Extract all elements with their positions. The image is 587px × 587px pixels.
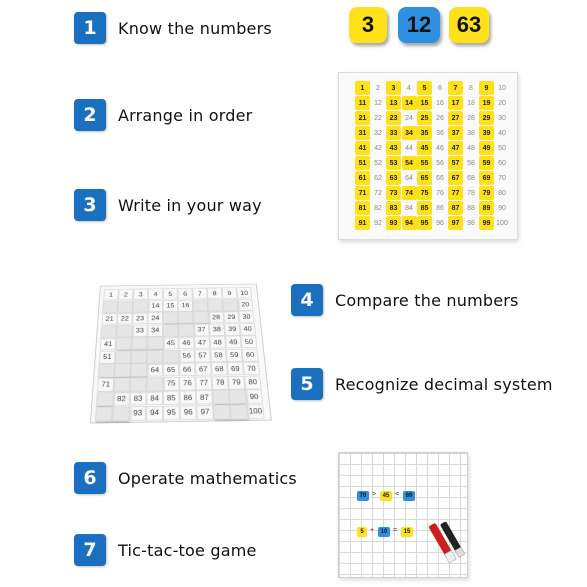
chart-cell: 9 xyxy=(479,81,494,95)
chart-cell: 87 xyxy=(448,201,463,215)
hundred-chart-board-icon xyxy=(338,72,518,240)
board-cell: 85 xyxy=(163,391,180,405)
board-cell: 51 xyxy=(99,350,116,363)
board-cell: 69 xyxy=(227,362,244,376)
board-cell: 78 xyxy=(212,376,229,390)
chart-cell: 95 xyxy=(417,216,432,230)
chart-cell: 22 xyxy=(374,114,382,122)
chart-cell: 15 xyxy=(417,96,432,110)
chart-cell: 35 xyxy=(417,126,432,140)
chart-cell: 49 xyxy=(479,141,494,155)
board-cell: 60 xyxy=(242,348,259,361)
chart-cell: 23 xyxy=(386,111,401,125)
chart-cell: 40 xyxy=(498,129,506,137)
chart-cell: 11 xyxy=(355,96,370,110)
chart-cell: 54 xyxy=(402,156,417,170)
board-cell: 70 xyxy=(243,362,260,376)
chart-cell: 99 xyxy=(479,216,494,230)
chart-cell: 42 xyxy=(374,144,382,152)
step-4 xyxy=(291,284,519,316)
board-cell: 2 xyxy=(118,289,133,300)
board-cell xyxy=(112,406,129,421)
board-cell: 21 xyxy=(102,313,118,325)
board-cell xyxy=(163,324,179,336)
chart-cell: 10 xyxy=(498,84,506,92)
step-label: Operate mathematics xyxy=(118,468,297,488)
chart-cell: 97 xyxy=(448,216,463,230)
chart-cell: 8 xyxy=(469,84,473,92)
board-cell: 20 xyxy=(237,299,253,311)
chart-cell: 7 xyxy=(448,81,463,95)
board-cell xyxy=(116,325,132,337)
chart-cell: 6 xyxy=(438,84,442,92)
chart-cell: 37 xyxy=(448,126,463,140)
board-cell xyxy=(147,337,163,350)
wb-tile: 89 xyxy=(403,491,415,501)
board-cell: 83 xyxy=(130,391,147,405)
board-cell: 29 xyxy=(223,311,239,323)
chart-cell: 75 xyxy=(417,186,432,200)
chart-cell: 81 xyxy=(355,201,370,215)
chart-cell: 65 xyxy=(417,171,432,185)
chart-cell: 14 xyxy=(402,96,417,110)
chart-cell: 2 xyxy=(376,84,380,92)
wb-tile: 5 xyxy=(357,527,367,537)
board-cell: 86 xyxy=(179,390,196,404)
number-tile: 3 xyxy=(349,7,387,43)
board-cell: 9 xyxy=(222,287,238,298)
step-3 xyxy=(74,189,262,221)
board-cell xyxy=(131,350,147,363)
chart-cell: 51 xyxy=(355,156,370,170)
board-cell: 48 xyxy=(210,336,226,349)
board-cell: 67 xyxy=(195,362,212,376)
chart-cell: 13 xyxy=(386,96,401,110)
board-cell: 56 xyxy=(179,349,195,362)
board-cell: 71 xyxy=(97,377,114,391)
board-cell xyxy=(163,312,178,324)
chart-cell: 85 xyxy=(417,201,432,215)
wb-operator: + xyxy=(370,527,375,534)
board-cell xyxy=(229,390,247,404)
step-number-badge: 5 xyxy=(291,368,323,400)
board-cell: 4 xyxy=(148,288,163,299)
board-cell: 84 xyxy=(146,391,163,405)
chart-cell: 83 xyxy=(386,201,401,215)
step-number-badge: 6 xyxy=(74,462,106,494)
chart-cell: 76 xyxy=(436,189,444,197)
step-label: Tic-tac-toe game xyxy=(118,540,257,560)
board-cell xyxy=(131,363,147,377)
board-cell: 23 xyxy=(132,312,148,324)
chart-cell: 12 xyxy=(374,99,382,107)
board-cell: 68 xyxy=(211,362,228,376)
wb-tile: 45 xyxy=(380,491,392,501)
wb-tile: 70 xyxy=(357,491,369,501)
chart-cell: 73 xyxy=(386,186,401,200)
chart-cell: 33 xyxy=(386,126,401,140)
chart-cell: 62 xyxy=(374,174,382,182)
board-cell: 5 xyxy=(163,288,178,299)
chart-cell: 91 xyxy=(355,216,370,230)
board-cell xyxy=(115,350,131,363)
board-cell xyxy=(178,311,194,323)
chart-cell: 100 xyxy=(496,219,508,227)
board-cell: 94 xyxy=(146,405,163,420)
chart-cell: 86 xyxy=(436,204,444,212)
chart-cell: 47 xyxy=(448,141,463,155)
board-cell: 6 xyxy=(178,288,193,299)
board-cell xyxy=(101,325,117,337)
chart-cell: 96 xyxy=(436,219,444,227)
board-cell: 39 xyxy=(224,323,240,335)
chart-cell: 31 xyxy=(355,126,370,140)
board-cell xyxy=(130,377,147,391)
chart-cell: 38 xyxy=(467,129,475,137)
board-cell: 41 xyxy=(100,337,116,350)
chart-cell: 67 xyxy=(448,171,463,185)
chart-cell: 25 xyxy=(417,111,432,125)
chart-cell: 48 xyxy=(467,144,475,152)
tilted-hundred-board-icon xyxy=(60,250,275,430)
step-1 xyxy=(74,12,272,44)
step-label: Compare the numbers xyxy=(335,290,519,310)
board-cell xyxy=(212,390,229,404)
chart-cell: 70 xyxy=(498,174,506,182)
chart-cell: 57 xyxy=(448,156,463,170)
chart-cell: 19 xyxy=(479,96,494,110)
hundred-board-surface xyxy=(90,284,272,424)
chart-cell: 77 xyxy=(448,186,463,200)
board-cell: 16 xyxy=(178,300,193,312)
board-cell xyxy=(116,337,132,350)
step-6 xyxy=(74,462,297,494)
chart-cell: 36 xyxy=(436,129,444,137)
board-cell xyxy=(193,299,208,311)
chart-cell: 88 xyxy=(467,204,475,212)
wb-operator: = xyxy=(393,527,398,534)
board-cell: 37 xyxy=(194,323,210,335)
board-cell: 34 xyxy=(147,324,163,336)
board-cell: 3 xyxy=(133,289,148,300)
chart-cell: 69 xyxy=(479,171,494,185)
board-cell: 87 xyxy=(196,390,213,404)
chart-cell: 39 xyxy=(479,126,494,140)
chart-cell: 52 xyxy=(374,159,382,167)
chart-cell: 94 xyxy=(402,216,417,230)
chart-cell: 32 xyxy=(374,129,382,137)
chart-cell: 1 xyxy=(355,81,370,95)
chart-cell: 55 xyxy=(417,156,432,170)
board-cell: 15 xyxy=(163,300,178,312)
board-cell: 65 xyxy=(163,363,179,377)
board-cell: 75 xyxy=(163,376,179,390)
chart-cell: 63 xyxy=(386,171,401,185)
chart-cell: 93 xyxy=(386,216,401,230)
board-cell: 100 xyxy=(246,404,264,419)
chart-cell: 20 xyxy=(498,99,506,107)
chart-cell: 50 xyxy=(498,144,506,152)
chart-cell: 71 xyxy=(355,186,370,200)
board-cell: 28 xyxy=(208,311,224,323)
chart-cell: 89 xyxy=(479,201,494,215)
chart-cell: 98 xyxy=(467,219,475,227)
board-cell xyxy=(95,406,113,421)
chart-cell: 80 xyxy=(498,189,506,197)
board-cell: 80 xyxy=(244,375,262,389)
step-2 xyxy=(74,99,252,131)
chart-cell: 3 xyxy=(386,81,401,95)
chart-cell: 21 xyxy=(355,111,370,125)
chart-cell: 61 xyxy=(355,171,370,185)
board-cell: 93 xyxy=(129,406,146,421)
wb-operator: < xyxy=(395,491,400,498)
chart-cell: 44 xyxy=(405,144,413,152)
chart-cell: 43 xyxy=(386,141,401,155)
chart-cell: 28 xyxy=(467,114,475,122)
board-cell xyxy=(208,299,224,311)
step-label: Arrange in order xyxy=(118,105,253,125)
board-cell: 22 xyxy=(117,312,133,324)
board-cell: 46 xyxy=(178,336,194,349)
board-cell xyxy=(222,299,238,311)
board-cell: 82 xyxy=(113,391,130,405)
board-cell xyxy=(133,300,148,312)
chart-cell: 74 xyxy=(402,186,417,200)
step-label: Write in your way xyxy=(118,195,262,215)
chart-cell: 30 xyxy=(498,114,506,122)
board-cell: 79 xyxy=(228,375,245,389)
chart-cell: 27 xyxy=(448,111,463,125)
board-cell: 33 xyxy=(132,324,148,336)
chart-cell: 16 xyxy=(436,99,444,107)
board-cell xyxy=(230,404,248,419)
chart-cell: 24 xyxy=(405,114,413,122)
board-cell: 57 xyxy=(194,349,210,362)
board-cell: 14 xyxy=(148,300,163,312)
chart-cell: 29 xyxy=(479,111,494,125)
board-cell: 49 xyxy=(225,336,242,349)
step-number-badge: 2 xyxy=(74,99,106,131)
board-cell: 64 xyxy=(147,363,163,377)
board-cell: 38 xyxy=(209,323,225,335)
board-cell xyxy=(147,350,163,363)
dry-erase-whiteboard-icon xyxy=(338,452,468,578)
chart-cell: 18 xyxy=(467,99,475,107)
board-cell: 47 xyxy=(194,336,210,349)
wb-tile: 15 xyxy=(401,527,413,537)
board-cell: 59 xyxy=(226,348,243,361)
board-cell: 8 xyxy=(207,288,222,299)
board-cell: 7 xyxy=(192,288,207,299)
board-cell: 77 xyxy=(195,376,212,390)
chart-cell: 46 xyxy=(436,144,444,152)
step-label: Recognize decimal system xyxy=(335,374,553,394)
board-cell: 40 xyxy=(239,323,256,335)
chart-cell: 58 xyxy=(467,159,475,167)
board-cell xyxy=(118,300,134,312)
board-cell: 90 xyxy=(245,389,263,403)
board-cell xyxy=(96,392,113,406)
board-cell xyxy=(102,301,118,313)
step-5 xyxy=(291,368,553,400)
board-cell: 97 xyxy=(196,405,213,420)
wb-tile: 10 xyxy=(378,527,390,537)
wb-operator: > xyxy=(372,491,377,498)
board-cell xyxy=(163,349,179,362)
board-cell: 95 xyxy=(163,405,180,420)
chart-cell: 79 xyxy=(479,186,494,200)
chart-cell: 82 xyxy=(374,204,382,212)
board-cell xyxy=(114,363,131,377)
chart-cell: 17 xyxy=(448,96,463,110)
board-cell: 66 xyxy=(179,363,195,377)
board-cell: 50 xyxy=(241,335,258,348)
chart-cell: 53 xyxy=(386,156,401,170)
chart-cell: 78 xyxy=(467,189,475,197)
board-cell: 10 xyxy=(236,287,252,298)
step-label: Know the numbers xyxy=(118,18,272,38)
step-number-badge: 7 xyxy=(74,534,106,566)
chart-cell: 60 xyxy=(498,159,506,167)
chart-cell: 59 xyxy=(479,156,494,170)
step-number-badge: 4 xyxy=(291,284,323,316)
board-cell: 24 xyxy=(148,312,163,324)
chart-cell: 66 xyxy=(436,174,444,182)
chart-cell: 34 xyxy=(402,126,417,140)
board-cell: 76 xyxy=(179,376,196,390)
chart-cell: 41 xyxy=(355,141,370,155)
board-cell xyxy=(213,404,231,419)
chart-cell: 45 xyxy=(417,141,432,155)
board-cell: 45 xyxy=(163,336,179,349)
board-cell xyxy=(114,377,131,391)
chart-cell: 68 xyxy=(467,174,475,182)
chart-cell: 72 xyxy=(374,189,382,197)
board-cell: 1 xyxy=(103,289,118,300)
board-cell: 58 xyxy=(210,349,227,362)
chart-cell: 26 xyxy=(436,114,444,122)
board-cell xyxy=(147,377,163,391)
chart-cell: 56 xyxy=(436,159,444,167)
marker-pen-icon xyxy=(425,513,469,565)
step-number-badge: 3 xyxy=(74,189,106,221)
step-7 xyxy=(74,534,257,566)
number-tile: 63 xyxy=(449,7,489,43)
chart-cell: 84 xyxy=(405,204,413,212)
chart-cell: 4 xyxy=(407,84,411,92)
chart-cell: 92 xyxy=(374,219,382,227)
chart-cell: 5 xyxy=(417,81,432,95)
board-cell xyxy=(131,337,147,350)
board-cell xyxy=(193,311,209,323)
board-cell: 96 xyxy=(180,405,197,420)
step-number-badge: 1 xyxy=(74,12,106,44)
board-cell: 30 xyxy=(238,311,254,323)
chart-cell: 90 xyxy=(498,204,506,212)
board-cell xyxy=(178,324,194,336)
chart-cell: 64 xyxy=(405,174,413,182)
board-cell xyxy=(98,364,115,378)
number-tile: 12 xyxy=(398,7,440,43)
